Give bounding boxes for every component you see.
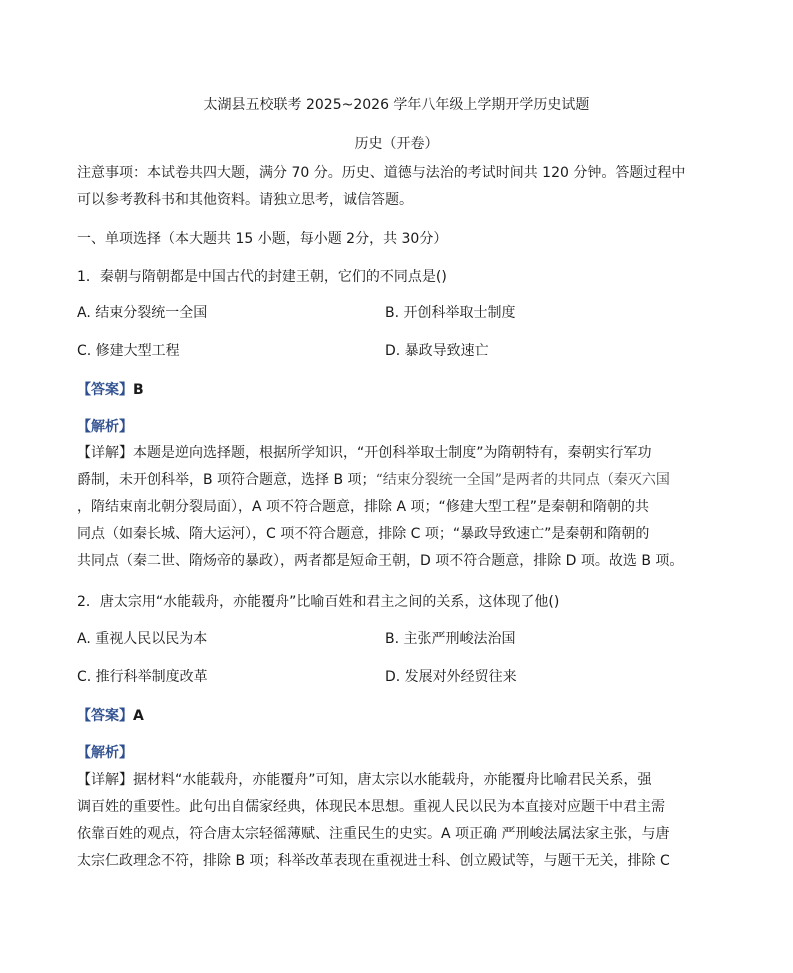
- document-title: 太湖县五校联考 2025~2026 学年八年级上学期开学历史试题: [203, 97, 590, 113]
- question-1-detail-line-3: ，隋结束南北朝分裂局面），A 项不符合题意，排除 A 项；“修建大型工程”是秦朝和隋朝的共: [77, 499, 650, 515]
- notice-line-2: 可以参考教科书和其他资料。请独立思考，诚信答题。: [77, 192, 413, 208]
- question-1-answer: [77, 380, 144, 400]
- question-2-detail-line-1: 【详解】据材料“水能载舟，亦能覆舟”可知，唐太宗以水能载舟，亦能覆舟比喻君民关系，强: [77, 772, 652, 788]
- answer-value: A: [133, 708, 144, 724]
- question-2-option-c: C. 推行科举制度改革: [77, 669, 208, 685]
- question-1-detail-line-2: [77, 470, 670, 490]
- answer-label: 【答案】: [77, 382, 133, 398]
- question-1-detail-line-1: 【详解】本题是逆向选择题，根据所学知识，“开创科举取士制度”为隋朝特有，秦朝实行军功: [77, 445, 652, 461]
- question-1-option-c: C. 修建大型工程: [77, 343, 180, 359]
- question-1-option-d: D. 暴政导致速亡: [385, 343, 489, 359]
- question-2-answer: [77, 706, 144, 726]
- question-1-analysis-label: 【解析】: [77, 419, 133, 435]
- detail-text-serif: “结束分裂统一全国”是两者的共同点（秦灭六国: [375, 472, 670, 488]
- detail-text: 爵制，未开创科举，B 项符合题意，选择 B 项；: [77, 472, 376, 488]
- question-2-detail-line-2: 调百姓的重要性。此句出自儒家经典，体现民本思想。重视人民以民为本直接对应题干中君主需: [77, 799, 665, 815]
- answer-value: B: [133, 382, 144, 398]
- question-1-stem: 1．秦朝与隋朝都是中国古代的封建王朝，它们的不同点是(): [77, 269, 447, 285]
- question-2-option-b: B. 主张严刑峻法治国: [385, 631, 516, 647]
- section-heading: 一、单项选择（本大题共 15 小题，每小题 2分，共 30分）: [77, 231, 448, 247]
- question-1-detail-line-4: 同点（如秦长城、隋大运河），C 项不符合题意，排除 C 项；“暴政导致速亡”是秦朝和隋朝的: [77, 526, 650, 542]
- question-1-option-b: B. 开创科举取士制度: [385, 305, 516, 321]
- notice-line-1: 注意事项：本试卷共四大题，满分 70 分。历史、道德与法治的考试时间共 120 分钟。答题过程中: [77, 165, 686, 181]
- question-1-option-a: A. 结束分裂统一全国: [77, 305, 208, 321]
- answer-label: 【答案】: [77, 708, 133, 724]
- question-2-detail-line-3: 依靠百姓的观点，符合唐太宗轻徭薄赋、注重民生的史实。A 项正确 严刑峻法属法家主张，与唐: [77, 826, 670, 842]
- question-1-detail-line-5: 共同点（秦二世、隋炀帝的暴政），两者都是短命王朝，D 项不符合题意，排除 D 项。故选 B 项。: [77, 553, 684, 569]
- question-2-stem: 2．唐太宗用“水能载舟，亦能覆舟”比喻百姓和君主之间的关系，这体现了他(): [77, 594, 560, 610]
- document-subtitle: 历史（开卷）: [354, 136, 439, 152]
- question-2-detail-line-4: 太宗仁政理念不符，排除 B 项；科举改革表现在重视进士科、创立殿试等，与题干无关，排除 C: [77, 853, 670, 869]
- question-2-option-a: A. 重视人民以民为本: [77, 631, 208, 647]
- question-2-option-d: D. 发展对外经贸往来: [385, 669, 517, 685]
- question-2-analysis-label: 【解析】: [77, 745, 133, 761]
